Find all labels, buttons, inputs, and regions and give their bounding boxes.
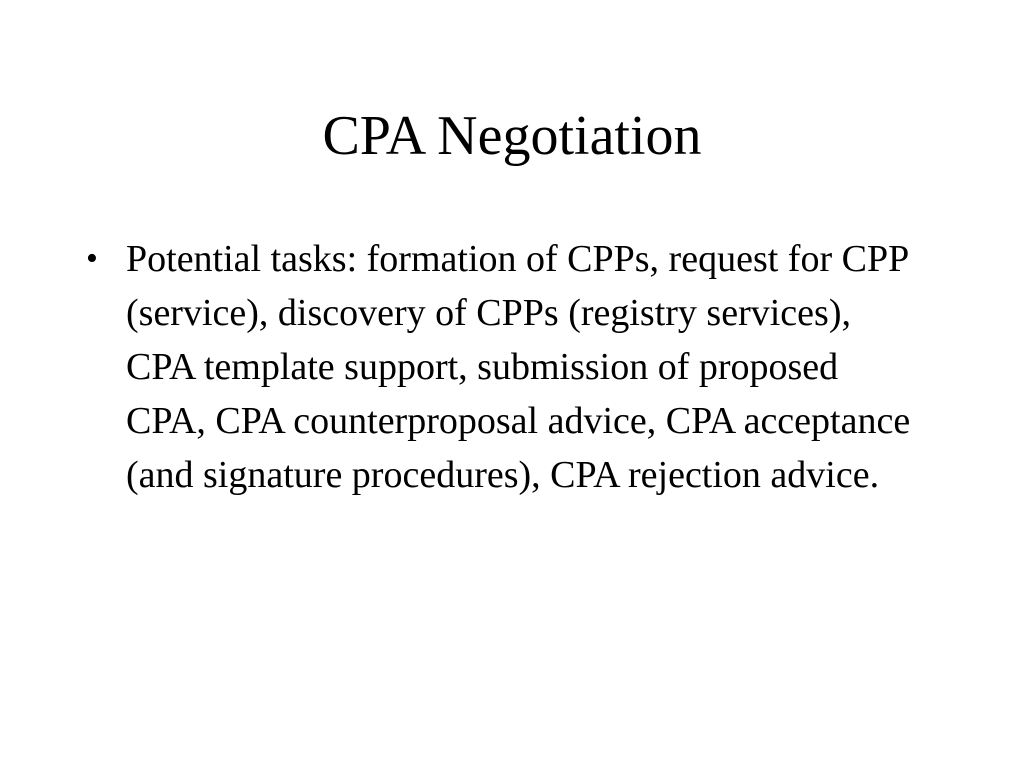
slide-title: CPA Negotiation: [322, 105, 702, 167]
bullet-text: Potential tasks: formation of CPPs, request for CPP (service), discovery of CPPs (registry services), CPA template support, submission of proposed CPA, CPA counterproposal advice, CPA acceptance (and signature procedures), CPA rejection advice.: [126, 238, 911, 496]
bullet-item: [86, 232, 926, 502]
bullet-icon: •: [86, 240, 98, 277]
bullet-list: [86, 232, 926, 502]
